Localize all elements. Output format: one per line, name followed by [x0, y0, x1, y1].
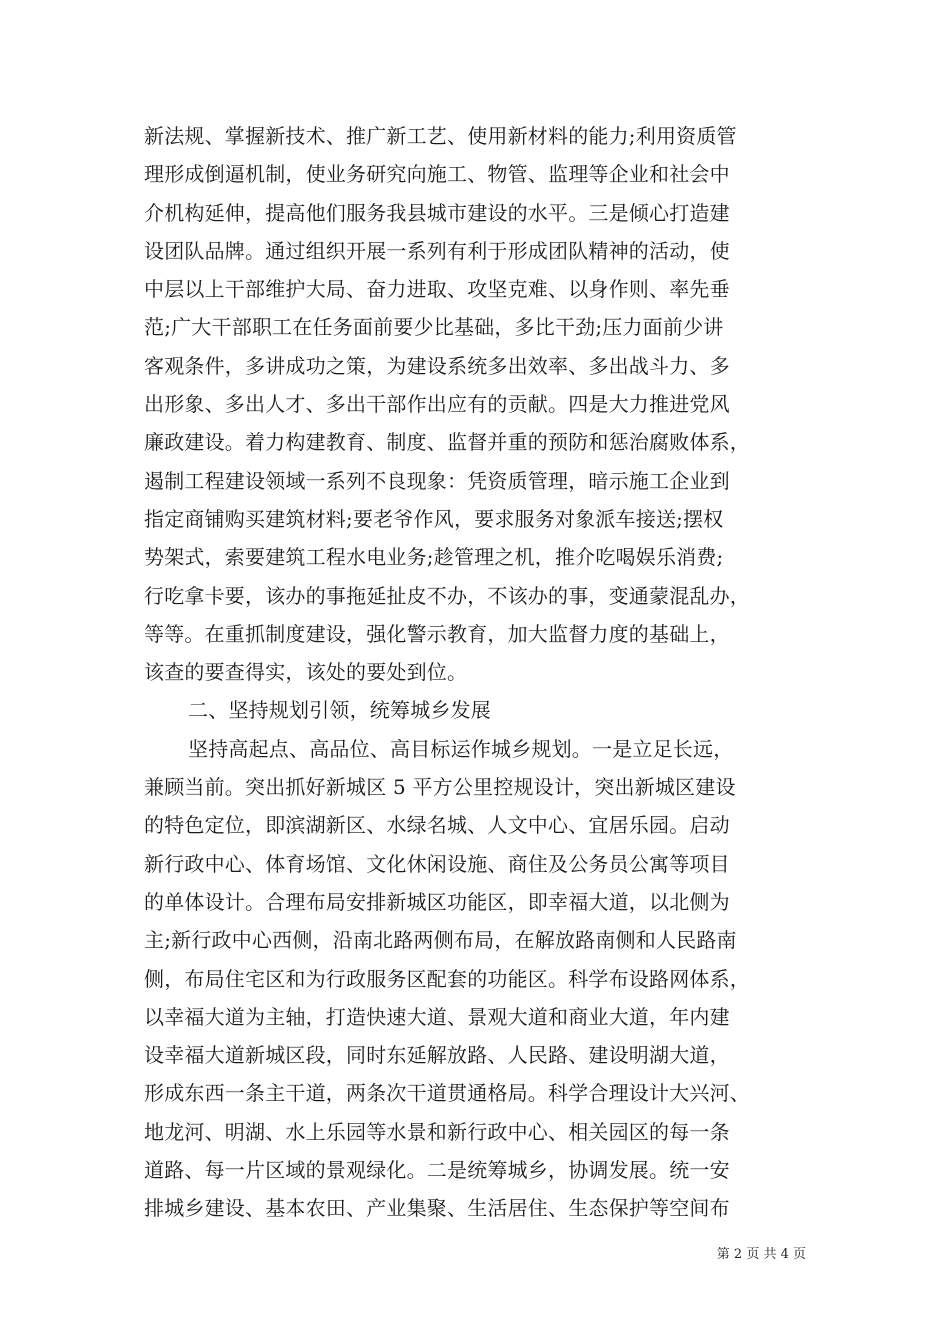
text-line: 设幸福大道新城区段，同时东延解放路、人民路、建设明湖大道， [144, 1043, 730, 1068]
text-line: 出形象、多出人才、多出干部作出应有的贡献。四是大力推进党风 [144, 392, 730, 417]
text-line: 地龙河、明湖、水上乐园等水景和新行政中心、相关园区的每一条 [144, 1119, 730, 1144]
text-line: 侧，布局住宅区和为行政服务区配套的功能区。科学布设路网体系， [144, 966, 750, 991]
text-line: 形成东西一条主干道，两条次干道贯通格局。科学合理设计大兴河、 [144, 1081, 750, 1106]
text-line: 等等。在重抓制度建设，强化警示教育，加大监督力度的基础上， [144, 621, 730, 646]
paragraph-first-line: 坚持高起点、高品位、高目标运作城乡规划。一是立足长远， [188, 736, 734, 761]
text-line: 行吃拿卡要，该办的事拖延扯皮不办，不该办的事，变通蒙混乱办， [144, 583, 750, 608]
text-line: 廉政建设。着力构建教育、制度、监督并重的预防和惩治腐败体系， [144, 430, 750, 455]
body-text [144, 117, 824, 1228]
text-line: 以幸福大道为主轴，打造快速大道、景观大道和商业大道，年内建 [144, 1004, 730, 1029]
text-line: 的单体设计。合理布局安排新城区功能区，即幸福大道，以北侧为 [144, 889, 730, 914]
text-line: 道路、每一片区域的景观绿化。二是统筹城乡，协调发展。统一安 [144, 1158, 730, 1183]
text-line: 介机构延伸，提高他们服务我县城市建设的水平。三是倾心打造建 [144, 200, 730, 225]
text-line: 排城乡建设、基本农田、产业集聚、生活居住、生态保护等空间布 [144, 1196, 730, 1221]
page-number-footer: 第 2 页 共 4 页 [716, 1247, 806, 1262]
text-line: 范;广大干部职工在任务面前要少比基础，多比干劲;压力面前少讲 [144, 315, 724, 340]
text-line: 主;新行政中心西侧，沿南北路两侧布局，在解放路南侧和人民路南 [144, 928, 737, 953]
text-line: 遏制工程建设领域一系列不良现象：凭资质管理，暗示施工企业到 [144, 468, 730, 493]
text-line: 的特色定位，即滨湖新区、水绿名城、人文中心、宜居乐园。启动 [144, 813, 730, 838]
text-line: 指定商铺购买建筑材料;要老爷作风，要求服务对象派车接送;摆权 [144, 506, 724, 531]
text-line: 兼顾当前。突出抓好新城区 5 平方公里控规设计，突出新城区建设 [144, 775, 736, 800]
section-heading: 二、坚持规划引领，统筹城乡发展 [188, 698, 491, 723]
text-line: 中层以上干部维护大局、奋力进取、攻坚克难、以身作则、率先垂 [144, 277, 730, 302]
text-line: 势架式，索要建筑工程水电业务;趁管理之机，推介吃喝娱乐消费; [144, 545, 724, 570]
text-line: 该查的要查得实，该处的要处到位。 [144, 660, 468, 685]
text-line: 客观条件，多讲成功之策，为建设系统多出效率、多出战斗力、多 [144, 353, 730, 378]
text-line: 设团队品牌。通过组织开展一系列有利于形成团队精神的活动，使 [144, 238, 730, 263]
text-line: 新法规、掌握新技术、推广新工艺、使用新材料的能力;利用资质管 [144, 124, 737, 148]
text-line: 理形成倒逼机制，使业务研究向施工、物管、监理等企业和社会中 [144, 162, 730, 187]
text-line: 新行政中心、体育场馆、文化休闲设施、商住及公务员公寓等项目 [144, 851, 730, 876]
